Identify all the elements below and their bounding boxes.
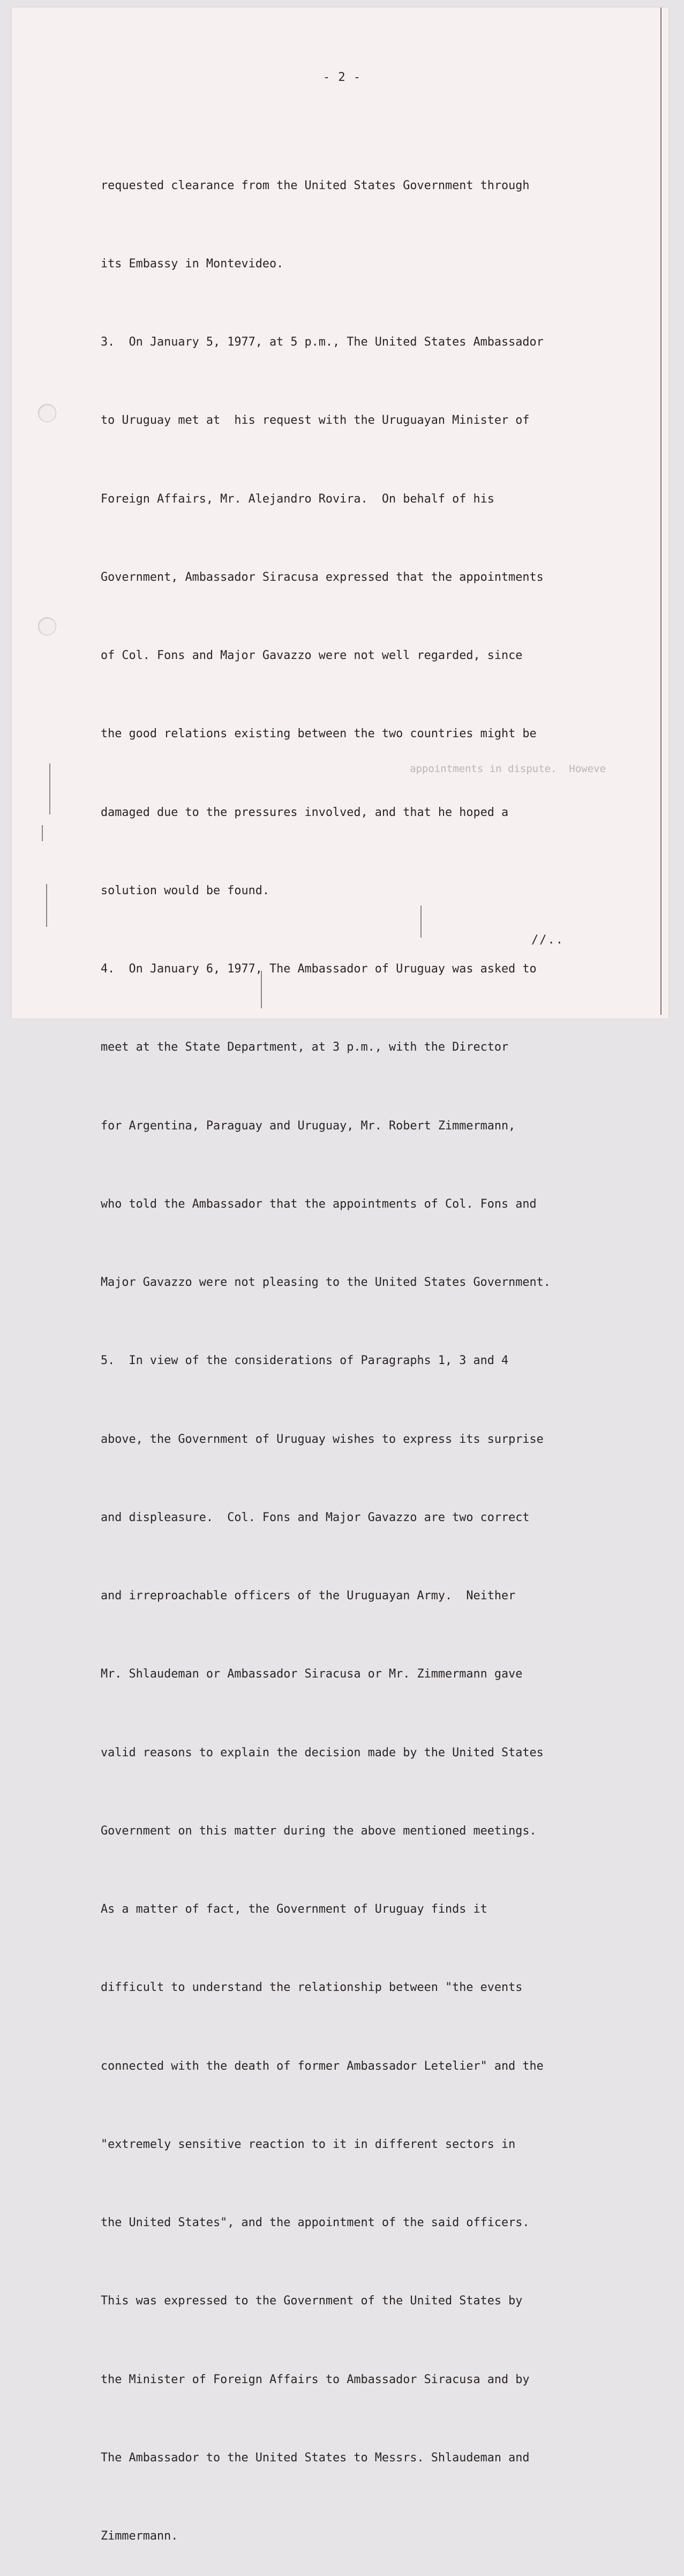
text-line: Foreign Affairs, Mr. Alejandro Rovira. On behalf of his [101,492,494,506]
text-line: and irreproachable officers of the Uruguayan Army. Neither [101,1589,516,1602]
text-line: As a matter of fact, the Government of Uruguay finds it [101,1903,487,1916]
text-line: 4. On January 6, 1977, The Ambassador of Uruguay was asked to [101,962,537,976]
text-line: solution would be found. [101,883,269,897]
text-line: above, the Government of Uruguay wishes to express its surprise [101,1432,544,1446]
text-line: connected with the death of former Ambassador Letelier" and the [101,2059,544,2073]
bleed-through-text: appointments in dispute. Howeve [410,763,606,775]
text-line: 3. On January 5, 1977, at 5 p.m., The United States Ambassador [101,335,544,349]
text-line: This was expressed to the Government of the United States by [101,2294,523,2308]
text-line: Major Gavazzo were not pleasing to the United States Government. [101,1276,551,1289]
text-line: valid reasons to explain the decision made by the United States [101,1746,544,1759]
margin-mark [49,763,50,814]
text-line: difficult to understand the relationship between "the events [101,1981,523,1995]
text-line: requested clearance from the United States Government through [101,178,530,192]
continuation-mark: //.. [531,933,564,947]
text-line: Government, Ambassador Siracusa expressed that the appointments [101,570,544,584]
text-line: Government on this matter during the above mentioned meetings. [101,1824,537,1838]
text-line: to Uruguay met at his request with the Uruguayan Minister of [101,414,530,428]
text-line: its Embassy in Montevideo. [101,257,284,271]
margin-mark [46,884,47,927]
text-line: of Col. Fons and Major Gavazzo were not well regarded, since [101,649,523,662]
text-line: Mr. Shlaudeman or Ambassador Siracusa or Mr. Zimmermann gave [101,1667,523,1681]
text-line: who told the Ambassador that the appointments of Col. Fons and [101,1197,537,1211]
text-line: the Minister of Foreign Affairs to Ambassador Siracusa and by [101,2372,530,2386]
text-line: the United States", and the appointment of the said officers. [101,2216,530,2229]
text-line: for Argentina, Paraguay and Uruguay, Mr. Robert Zimmermann, [101,1119,516,1133]
punch-hole [38,404,56,422]
margin-mark [42,825,43,841]
punch-hole [38,617,56,635]
text-line: meet at the State Department, at 3 p.m., with the Director [101,1040,509,1054]
text-line: "extremely sensitive reaction to it in different sectors in [101,2137,516,2151]
document-body [101,121,626,2576]
text-line: damaged due to the pressures involved, and that he hoped a [101,805,509,819]
text-line: and displeasure. Col. Fons and Major Gavazzo are two correct [101,1510,530,1524]
text-line: 5. In view of the considerations of Paragraphs 1, 3 and 4 [101,1354,509,1368]
text-line: The Ambassador to the United States to Messrs. Shlaudeman and [101,2451,530,2465]
margin-rule [660,8,662,1015]
page-number: - 2 - [322,71,362,84]
text-line: the good relations existing between the two countries might be [101,727,537,741]
text-line: Zimmermann. [101,2529,178,2543]
